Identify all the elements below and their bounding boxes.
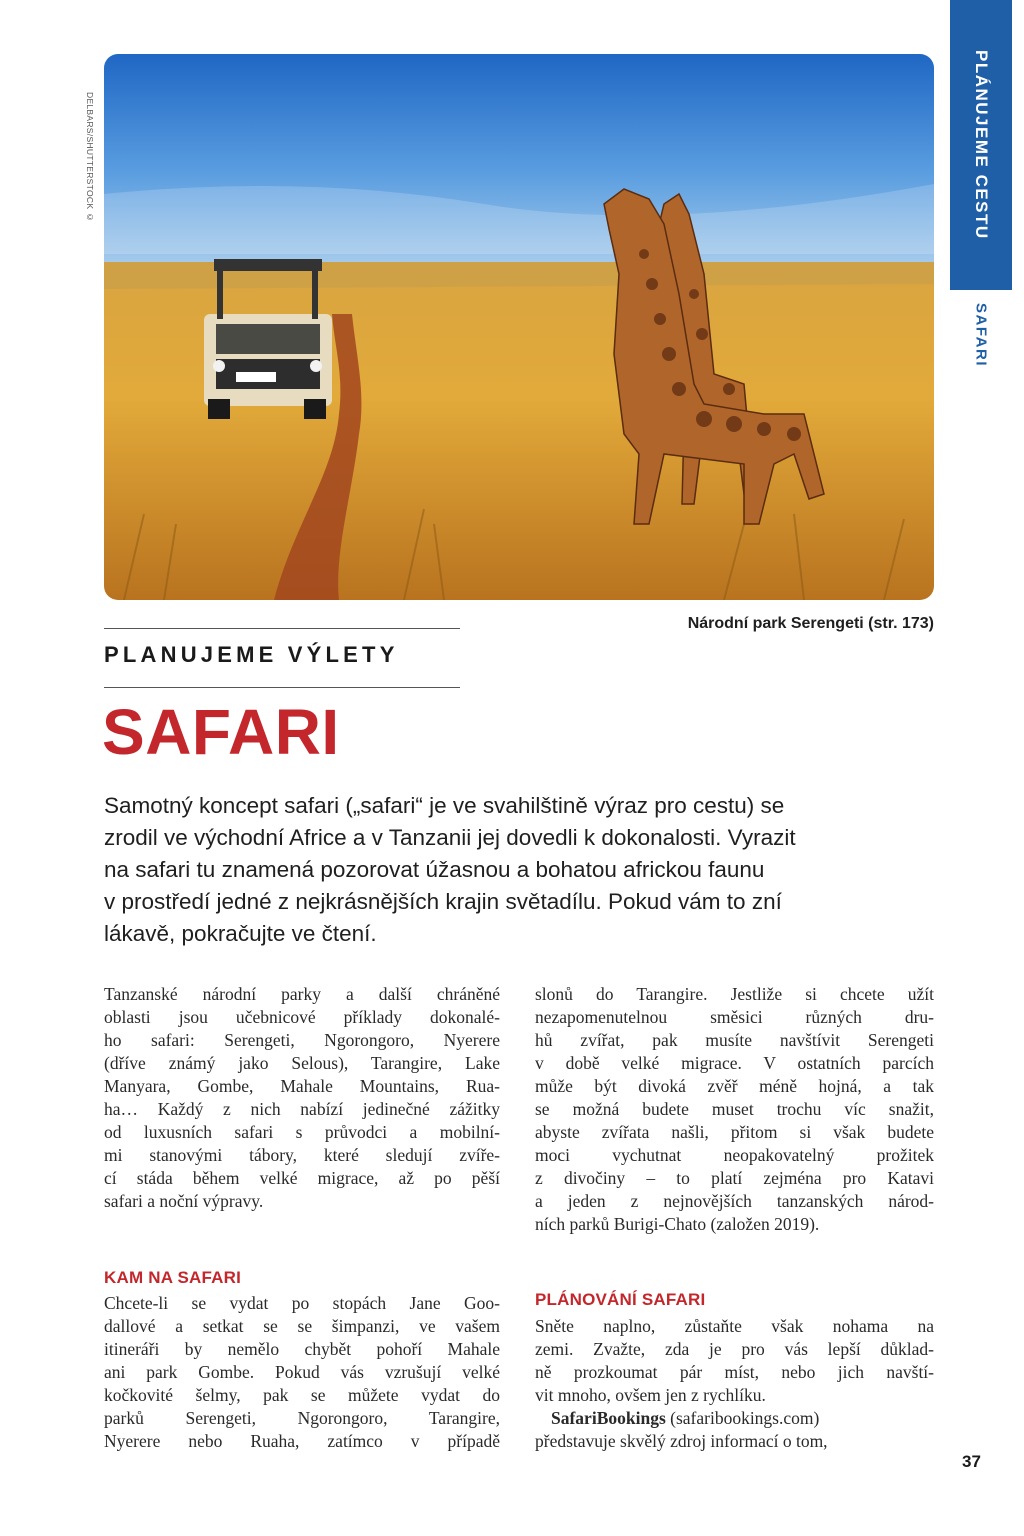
text-line: itineráři by nemělo chybět pohoří Mahale [104, 1339, 500, 1359]
text-line: parků Serengeti, Ngorongoro, Tarangire, [104, 1408, 500, 1428]
text-line: moci vychutnat neopakovatelný prožitek [535, 1145, 934, 1165]
subheading-planovani-safari: PLÁNOVÁNÍ SAFARI [535, 1290, 706, 1309]
intro-paragraph [104, 790, 934, 950]
text-line: může být divoká zvěř méně hojná, a tak [535, 1076, 934, 1096]
text-line: Tanzanské národní parky a další chráněné [104, 984, 500, 1004]
text-line: ně prozkoumat pár míst, nebo jich navští- [535, 1362, 934, 1382]
section-tab-wrap [950, 295, 1012, 375]
text-line: slonů do Tarangire. Jestliže si chcete užít [535, 984, 934, 1004]
text-line: se možná budete muset trochu víc snažit, [535, 1099, 934, 1119]
text-line: představuje skvělý zdroj informací o tom, [535, 1431, 828, 1451]
text-line: v době velké migrace. V ostatních parcích [535, 1053, 934, 1073]
intro-line: lákavě, pokračujte ve čtení. [104, 921, 377, 946]
right-column-paragraph-1 [535, 983, 934, 1236]
chapter-tab-label: PLÁNUJEME CESTU [972, 50, 991, 240]
text-line: mi stanovými tábory, které sledují zvíře- [104, 1145, 500, 1165]
text-line: dallové a setkat se se šimpanzi, ve vašem [104, 1316, 500, 1336]
text-line: vit mnoho, ovšem jen z rychlíku. [535, 1385, 766, 1405]
serengeti-photo [104, 54, 934, 600]
section-tab-label: SAFARI [972, 302, 990, 367]
right-column-paragraph-2 [535, 1315, 934, 1453]
intro-line: zrodil ve východní Africe a v Tanzanii jej dovedli k dokonalosti. Vyrazit [104, 825, 796, 850]
text-line: Manyara, Gombe, Mahale Mountains, Rua- [104, 1076, 500, 1096]
page-number: 37 [962, 1452, 981, 1471]
intro-line: Samotný koncept safari („safari“ je ve svahilštině výraz pro cestu) se [104, 793, 785, 818]
text-line: ha… Každý z nich nabízí jedinečné zážitky [104, 1099, 500, 1119]
text-line: ani park Gombe. Pokud vás vzrušují velké [104, 1362, 500, 1382]
text-line: kočkovité šelmy, pak se můžete vydat do [104, 1385, 500, 1405]
text-line: od luxusních safari s průvodci a mobilní- [104, 1122, 500, 1142]
heading-rule-bottom [104, 687, 460, 688]
intro-line: na safari tu znamená pozorovat úžasnou a bohatou africkou faunu [104, 857, 765, 882]
left-column-paragraph-1 [104, 983, 500, 1213]
text-line: ních parků Burigi-Chato (založen 2019). [535, 1214, 820, 1234]
left-column-paragraph-2 [104, 1292, 500, 1453]
text-line: (dříve známý jako Selous), Tarangire, Lake [104, 1053, 500, 1073]
page-title: SAFARI [102, 696, 340, 768]
text-line: ho safari: Serengeti, Ngorongoro, Nyerere [104, 1030, 500, 1050]
text-line: z divočiny – to platí zejména pro Katavi [535, 1168, 934, 1188]
text-line: cí stáda během velké migrace, až po pěší [104, 1168, 500, 1188]
subheading-kam-na-safari: KAM NA SAFARI [104, 1268, 242, 1287]
intro-line: v prostředí jedné z nejkrásnějších krajin světadílu. Pokud vám to zní [104, 889, 782, 914]
photo-caption: Národní park Serengeti (str. 173) [687, 615, 934, 632]
text-line: Sněte naplno, zůstaňte však nohama na [535, 1316, 934, 1336]
text-line: Chcete-li se vydat po stopách Jane Goo- [104, 1293, 500, 1313]
text-line: abyste zvířata našli, přitom si však budete [535, 1122, 934, 1142]
photo-credit: DELBARS/SHUTTERSTOCK © [85, 92, 95, 223]
text-line: hů zvířat, pak musíte navštívit Serengeti [535, 1030, 934, 1050]
text-line: nezapomenutelnou směsici různých dru- [535, 1007, 934, 1027]
text-line: safari a noční výpravy. [104, 1191, 264, 1211]
text-line: oblasti jsou učebnicové příklady dokonalé- [104, 1007, 500, 1027]
text-line: zemi. Zvažte, zda je pro vás lepší důklad- [535, 1339, 934, 1359]
safaribookings-name: SafariBookings [551, 1408, 666, 1428]
text-line: a jeden z nejnovějších tanzanských národ- [535, 1191, 934, 1211]
safaribookings-url-text: (safaribookings.com) [665, 1408, 820, 1428]
text-line [535, 1407, 934, 1430]
chapter-tab-label-wrap [950, 0, 1012, 290]
text-line: Nyerere nebo Ruaha, zatímco v případě [104, 1431, 500, 1451]
section-label: PLANUJEME VÝLETY [104, 642, 399, 667]
heading-rule-top [104, 628, 460, 629]
